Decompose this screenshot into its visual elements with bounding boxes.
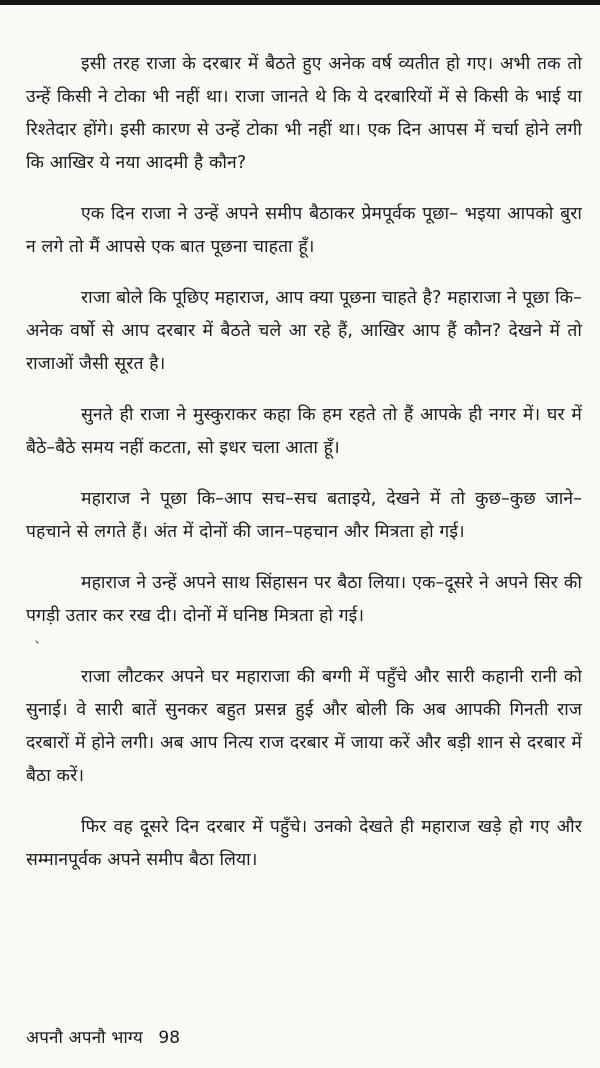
paragraph-4: सुनते ही राजा ने मुस्कुराकर कहा कि हम रहते तो हैं आपके ही नगर में। घर में बैठे–बैठे समय नहीं कटता, सो इधर चला आता हूँ। bbox=[26, 405, 582, 458]
stray-print-mark: ` bbox=[34, 639, 42, 657]
page-body bbox=[26, 48, 582, 895]
paragraph-7: राजा लौटकर अपने घर महाराजा की बग्गी में पहुँचे और सारी कहानी रानी को सुनाई। वे सारी बातें सुनकर बहुत प्रसन्न हुई और बोली कि अब आपकी गिनती राज दरबारों में होने लगी। अब आप नित्य राज दरबार में जाया करें और बड़ी शान से दरबार में बैठा करें। bbox=[26, 667, 582, 786]
paragraph-6: महाराज ने उन्हें अपने साथ सिंहासन पर बैठा लिया। एक–दूसरे ने अपने सिर की पगड़ी उतार कर रख दी। दोनों में घनिष्ठ मित्रता हो गई। bbox=[26, 573, 582, 626]
paragraph-5: महाराज ने पूछा कि–आप सच–सच बताइये, देखने में तो कुछ–कुछ जाने–पहचाने से लगते हैं। अंत में दोनों की जान–पहचान और मित्रता हो गई। bbox=[26, 489, 582, 542]
page-number: 98 bbox=[158, 1028, 181, 1048]
paragraph-8: फिर वह दूसरे दिन दरबार में पहुँचे। उनको देखते ही महाराज खड़े हो गए और सम्मानपूर्वक अपने समीप बैठा लिया। bbox=[26, 817, 582, 870]
paragraph-1: इसी तरह राजा के दरबार में बैठते हुए अनेक वर्ष व्यतीत हो गए। अभी तक तो उन्हें किसी ने टोका भी नहीं था। राजा जानते थे कि ये दरबारियों में से किसी के भाई या रिश्तेदार होंगे। इसी कारण से उन्हें टोका भी नहीं था। एक दिन आपस में चर्चा होने लगी कि आखिर ये नया आदमी है कौन? bbox=[26, 54, 582, 173]
paragraph-2: एक दिन राजा ने उन्हें अपने समीप बैठाकर प्रेमपूर्वक पूछा– भइया आपको बुरा न लगे तो मैं आपसे एक बात पूछना चाहता हूँ। bbox=[26, 204, 582, 257]
top-rule bbox=[0, 0, 600, 5]
book-title: अपनौ अपनौ भाग्य bbox=[26, 1028, 143, 1048]
paragraph-3: राजा बोले कि पूछिए महाराज, आप क्या पूछना चाहते है? महाराजा ने पूछा कि–अनेक वर्षो से आप दरबार में बैठते चले आ रहे हैं, आखिर आप हैं कौन? देखने में तो राजाओं जैसी सूरत है। bbox=[26, 288, 582, 374]
page-footer bbox=[26, 1025, 180, 1051]
